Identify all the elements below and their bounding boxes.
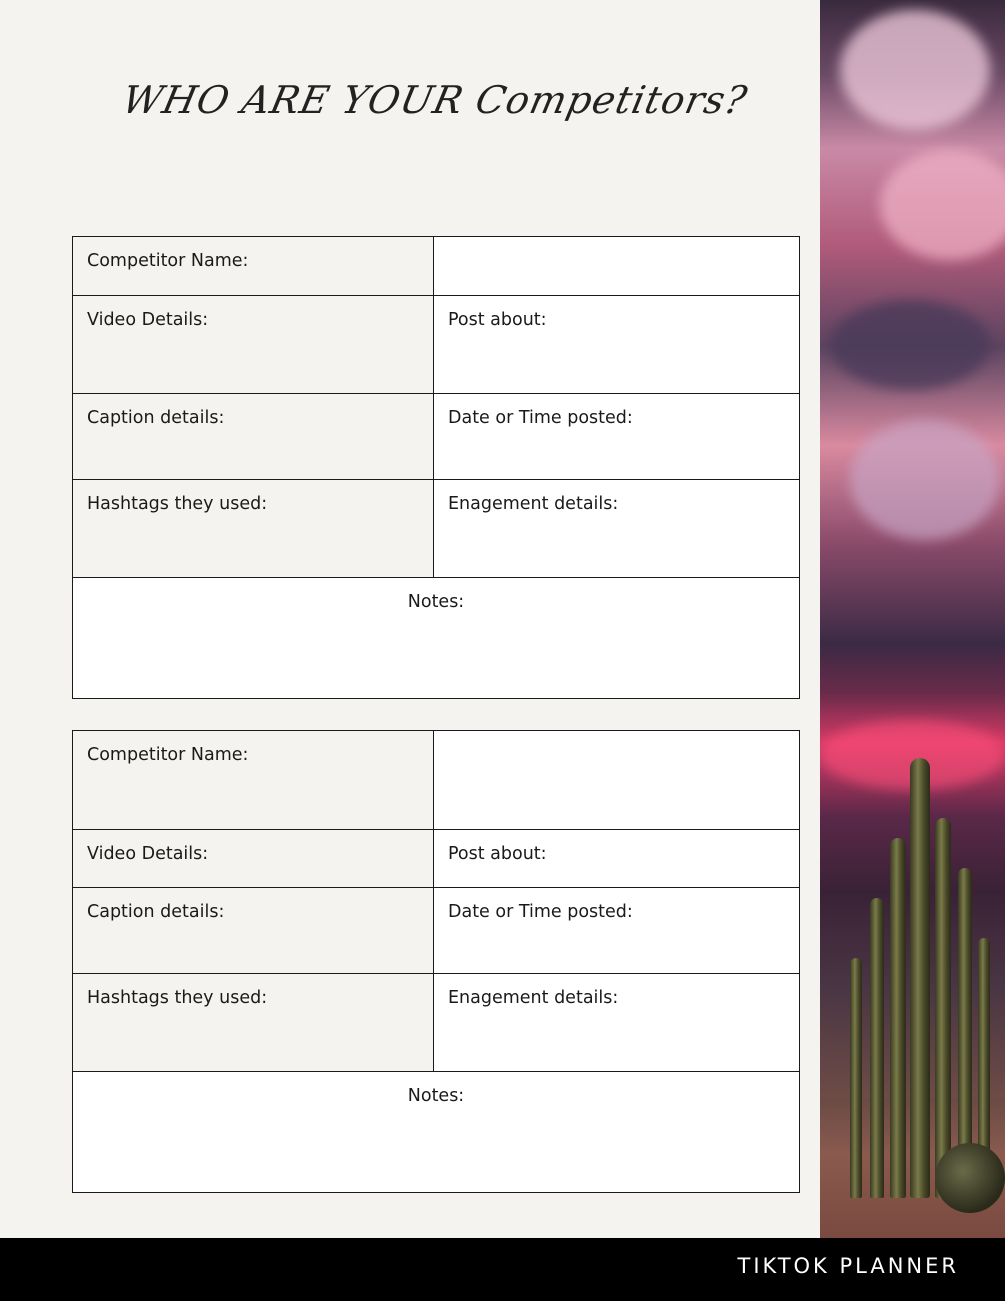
hashtags-row (73, 974, 799, 1072)
hashtags-row (73, 480, 799, 578)
notes-row (73, 1072, 799, 1192)
post-about-field[interactable]: Post about: (434, 296, 799, 393)
video-details-field[interactable]: Video Details: (73, 830, 434, 887)
competitor-name-row (73, 237, 799, 296)
competitor-name-label: Competitor Name: (73, 731, 434, 829)
competitor-name-label: Competitor Name: (73, 237, 434, 295)
cactus-shape (935, 818, 951, 1198)
cactus-shape (890, 838, 906, 1198)
caption-row (73, 888, 799, 974)
caption-row (73, 394, 799, 480)
cactus-shape (870, 898, 884, 1198)
hashtags-field[interactable]: Hashtags they used: (73, 974, 434, 1071)
video-details-field[interactable]: Video Details: (73, 296, 434, 393)
post-about-field[interactable]: Post about: (434, 830, 799, 887)
competitor-name-field[interactable] (434, 731, 799, 829)
competitor-name-row (73, 731, 799, 830)
date-time-field[interactable]: Date or Time posted: (434, 394, 799, 479)
competitor-form-2 (72, 730, 800, 1193)
hashtags-field[interactable]: Hashtags they used: (73, 480, 434, 577)
date-time-field[interactable]: Date or Time posted: (434, 888, 799, 973)
competitor-form-1 (72, 236, 800, 699)
cactus-shape (850, 958, 862, 1198)
desert-cactus-photo (820, 0, 1005, 1238)
cloud-shape (850, 420, 1000, 540)
cloud-shape (840, 10, 990, 130)
engagement-field[interactable]: Enagement details: (434, 480, 799, 577)
notes-field[interactable]: Notes: (73, 578, 799, 698)
caption-details-field[interactable]: Caption details: (73, 394, 434, 479)
video-details-row (73, 830, 799, 888)
video-details-row (73, 296, 799, 394)
cloud-shape (830, 300, 990, 390)
competitor-name-field[interactable] (434, 237, 799, 295)
footer-brand: TIKTOK PLANNER (737, 1254, 959, 1278)
notes-field[interactable]: Notes: (73, 1072, 799, 1192)
notes-row (73, 578, 799, 698)
barrel-cactus-shape (935, 1143, 1005, 1213)
caption-details-field[interactable]: Caption details: (73, 888, 434, 973)
cloud-shape (880, 150, 1005, 260)
page-title: WHO ARE YOUR Competitors? (118, 78, 752, 122)
engagement-field[interactable]: Enagement details: (434, 974, 799, 1071)
footer-bar (0, 1238, 1005, 1301)
cactus-shape (910, 758, 930, 1198)
